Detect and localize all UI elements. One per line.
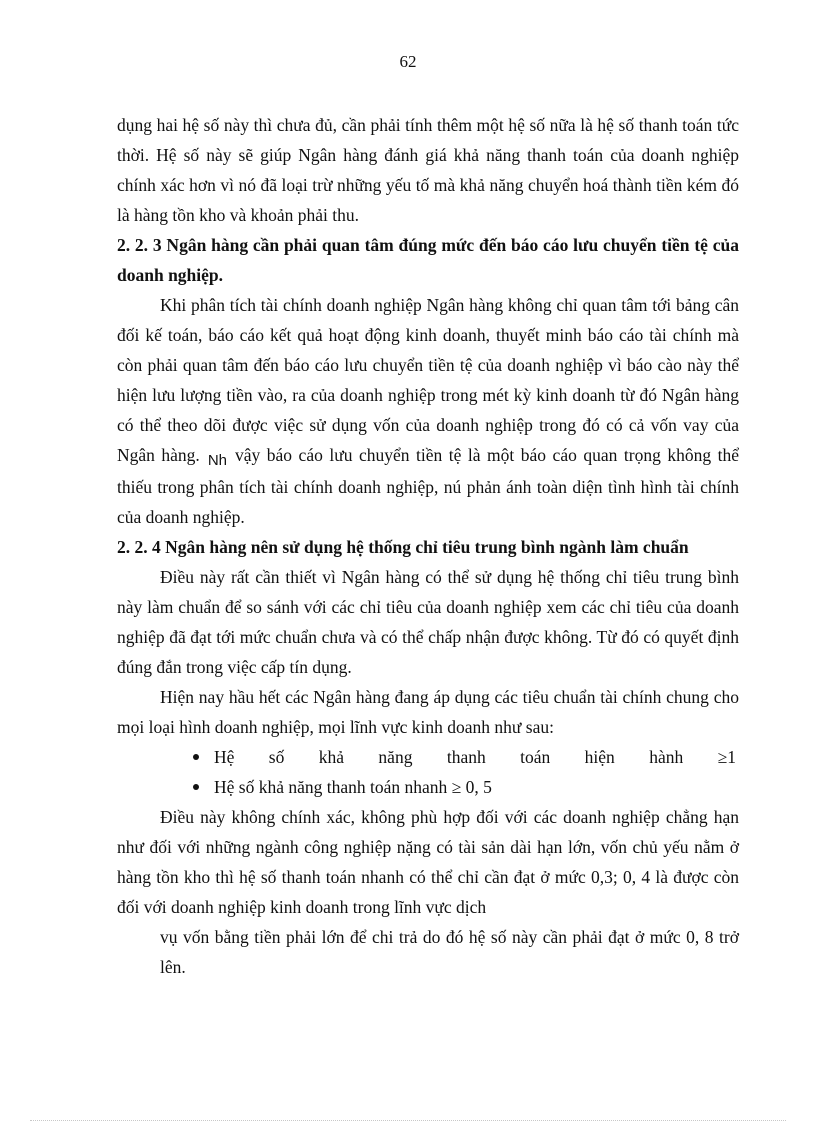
list-item-text [214,742,739,772]
word: số [268,747,285,767]
word: năng [378,747,413,767]
paragraph [117,290,739,532]
paragraph: dụng hai hệ số này thì chưa đủ, cần phải tính thêm một hệ số nữa là hệ số thanh toán tức thời. Hệ số này sẽ giúp Ngân hàng đánh giá khả năng thanh toán của doanh nghiệp chính xác hơn vì nó đã loại trừ những yếu tố mà khả năng chuyển hoá thành tiền kém đó là hàng tồn kho và khoản phải thu. [117,115,739,225]
paragraph: vụ vốn bằng tiền phải lớn để chi trả do đó hệ số này cần phải đạt ở mức 0, 8 trở lên. [160,927,739,977]
document-body [117,110,739,982]
list-item [117,742,739,772]
word: thanh [446,747,486,767]
inline-fragment: Nh [207,452,227,469]
word: ≥1 [717,747,736,767]
section-heading-2-2-4: 2. 2. 4 Ngân hàng nên sử dụng hệ thống chỉ tiêu trung bình ngành làm chuẩn [117,537,689,557]
section-heading-2-2-3: 2. 2. 3 Ngân hàng cần phải quan tâm đúng mức đến báo cáo lưu chuyển tiền tệ của doanh nghiệp. [117,235,739,285]
bullet-icon [193,754,199,760]
list-item [117,772,739,802]
paragraph-text: vậy báo cáo lưu chuyển tiền tệ là một báo cáo quan trọng không thể thiếu trong phân tích tài chính doanh nghiệp, nú phản ánh toàn diện tình hình tài chính của doanh nghiệp. [117,445,739,527]
word: hành [649,747,684,767]
page-number: 62 [399,52,417,71]
paragraph: Hiện nay hầu hết các Ngân hàng đang áp dụng các tiêu chuẩn tài chính chung cho mọi loại hình doanh nghiệp, mọi lĩnh vực kinh doanh như sau: [117,687,739,737]
list-item-text: Hệ số khả năng thanh toán nhanh ≥ 0, 5 [214,777,492,797]
word: Hệ [214,747,235,767]
word: khả [318,747,345,767]
paragraph: Điều này không chính xác, không phù hợp đối với các doanh nghiệp chẳng hạn như đối với những ngành công nghiệp nặng có tài sản dài hạn lớn, vốn chủ yếu nằm ở hàng tồn kho thì hệ số thanh toán nhanh có thể chỉ cần đạt ở mức 0,3; 0, 4 là được còn đối với doanh nghiệp kinh doanh trong lĩnh vực dịch [117,807,739,917]
bullet-icon [193,784,199,790]
page-bottom-divider [30,1120,786,1121]
word: toán [520,747,551,767]
paragraph-text: Khi phân tích tài chính doanh nghiệp Ngân hàng không chỉ quan tâm tới bảng cân đối kế toán, báo cáo kết quả hoạt động kinh doanh, thuyết minh báo cáo tài chính mà còn phải quan tâm đến báo cáo lưu chuyển tiền tệ của doanh nghiệp vì báo cào này thể hiện lưu lượng tiền vào, ra của doanh nghiệp trong mét kỳ kinh doanh từ đó Ngân hàng có thể theo dõi được việc sử dụng vốn của doanh nghiệp trong đó có cả vốn vay của Ngân hàng. [117,295,739,465]
word: hiện [584,747,615,767]
paragraph: Điều này rất cần thiết vì Ngân hàng có thể sử dụng hệ thống chỉ tiêu trung bình này làm chuẩn để so sánh với các chỉ tiêu của doanh nghiệp xem các chỉ tiêu của doanh nghiệp đã đạt tới mức chuẩn chưa và có thể chấp nhận được không. Từ đó có quyết định đúng đắn trong việc cấp tín dụng. [117,567,739,677]
criteria-list [117,742,739,802]
